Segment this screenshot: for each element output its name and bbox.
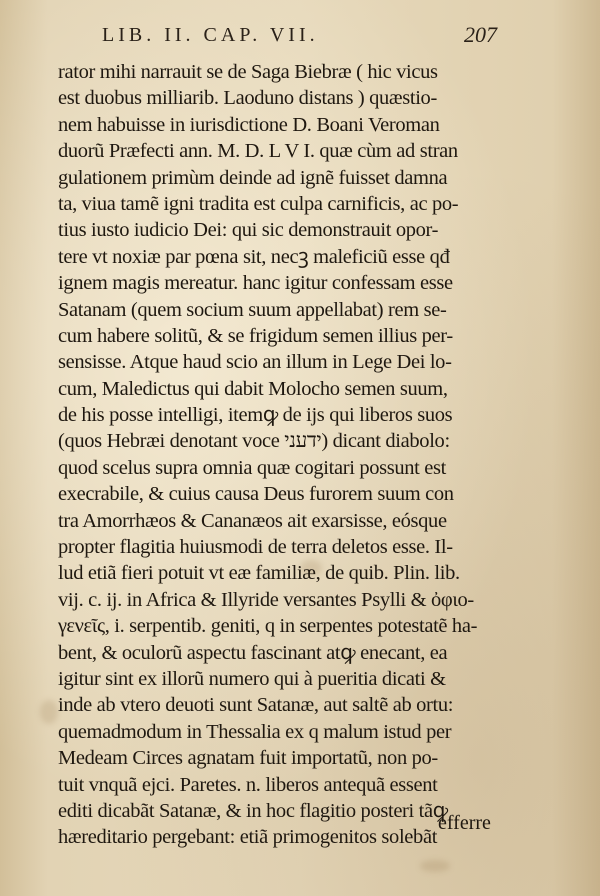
running-head: LIB. II. CAP. VII. [102,24,319,46]
page-number: 207 [464,22,497,47]
text-line: bent, & oculorũ aspectu fascinant atꝙ enecant, ea [58,641,448,664]
text-line: quemadmodum in Thessalia ex q malum istud per [58,720,452,743]
text-line: tere vt noxiæ par pœna sit, necꝫ maleficiũ esse qđ [58,245,450,268]
text-line: γενεῖς, i. serpentib. geniti, q in serpentes potestatẽ ha- [58,615,478,638]
text-line: ta, viua tamẽ igni tradita est culpa carnificis, ac po- [58,192,459,215]
main-text-block [58,59,498,851]
text-line: ignem magis mereatur. hanc igitur confessam esse [58,272,453,295]
text-line: editi dicabãt Satanæ, & in hoc flagitio posteri tãꝙ [58,799,448,822]
text-line: tra Amorrhæos & Cananæos ait exarsisse, eósque [58,509,447,532]
text-line: rator mihi narrauit se de Saga Biebræ ( hic vicus [58,61,438,83]
paper-stain [420,860,450,872]
text-line: cum habere solitũ, & se frigidum semen illius per- [58,324,453,347]
page-header [102,24,497,52]
text-line: gulationem primùm deinde ad ignẽ fuisset damna [58,166,448,189]
text-line: inde ab vtero deuoti sunt Satanæ, aut saltẽ ab ortu: [58,694,454,717]
text-line: sensisse. Atque haud scio an illum in Lege Dei lo- [58,351,452,374]
text-line: de his posse intelligi, itemꝙ de ijs qui liberos suos [58,404,453,427]
text-line: (quos Hebræi denotant voce ידעני) dicant diabolo: [58,430,450,453]
text-line: lud etiã fieri potuit vt eæ familiæ, de quib. Plin. lib. [58,562,460,585]
text-line: duorũ Præfecti ann. M. D. L V I. quæ cùm ad stran [58,140,458,163]
text-line: propter flagitia huiusmodi de terra deletos esse. Il- [58,536,453,559]
paper-stain [40,700,58,724]
text-line: vij. c. ij. in Africa & Illyride versantes Psylli & ὀφιο- [58,588,474,611]
text-line: nem habuisse in iurisdictione D. Boani Veroman [58,113,440,136]
catchword: efferre [438,812,491,834]
text-line: tuit vnquã ejci. Paretes. n. liberos antequã essent [58,773,438,796]
text-line: est duobus milliarib. Laoduno distans ) quæstio- [58,87,437,110]
text-line: tius iusto iudicio Dei: qui sic demonstrauit opor- [58,219,439,242]
text-line: cum, Maledictus qui dabit Molocho semen suum, [58,377,448,400]
text-line: hæreditario pergebant: etiã primogenitos solebãt [58,826,438,849]
text-line: igitur sint ex illorũ numero qui à pueritia dicati & [58,667,446,690]
text-line: execrabile, & cuius causa Deus furorem suum con [58,483,454,506]
text-line: quod scelus supra omnia quæ cogitari possunt est [58,456,447,479]
text-line: Medeam Circes agnatam fuit importatũ, non po- [58,747,438,770]
text-line: Satanam (quem socium suum appellabat) rem se- [58,298,447,321]
